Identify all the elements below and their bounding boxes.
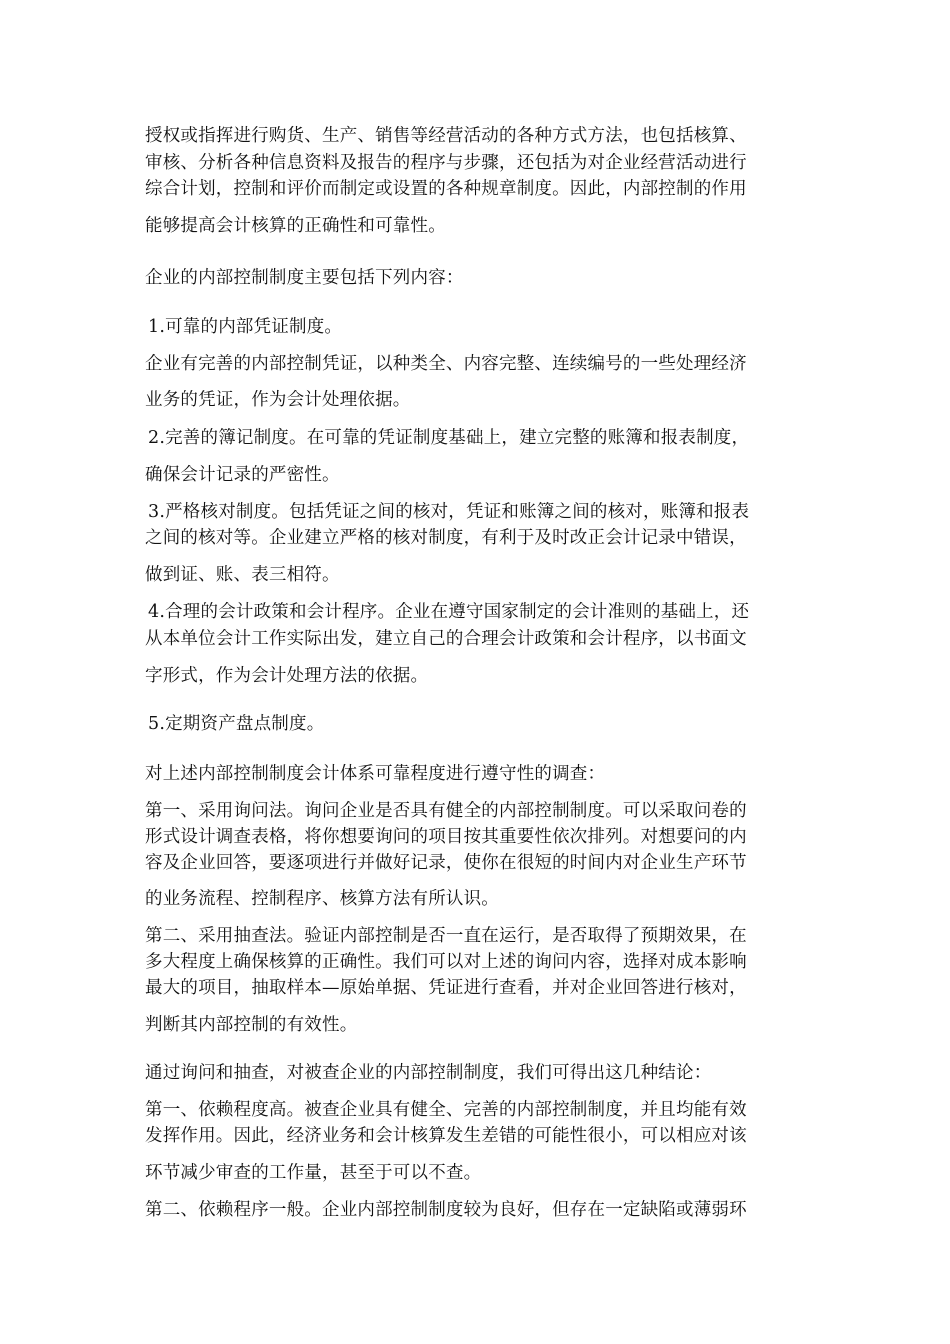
list-item: 1.可靠的内部凭证制度。 bbox=[148, 317, 343, 337]
text-line: 授权或指挥进行购货、生产、销售等经营活动的各种方式方法，也包括核算、 bbox=[145, 126, 747, 146]
text-line: 最大的项目，抽取样本—原始单据、凭证进行查看，并对企业回答进行核对， bbox=[145, 978, 747, 998]
text-line: 做到证、账、表三相符。 bbox=[145, 565, 340, 585]
list-item: 3.严格核对制度。包括凭证之间的核对，凭证和账簿之间的核对，账簿和报表 bbox=[148, 502, 750, 522]
text-line: 从本单位会计工作实际出发，建立自己的合理会计政策和会计程序，以书面文 bbox=[145, 629, 747, 649]
text-line: 多大程度上确保核算的正确性。我们可以对上述的询问内容，选择对成本影响 bbox=[145, 952, 747, 972]
list-item: 4.合理的会计政策和会计程序。企业在遵守国家制定的会计准则的基础上，还 bbox=[148, 602, 750, 622]
text-line: 企业有完善的内部控制凭证，以种类全、内容完整、连续编号的一些处理经济 bbox=[145, 354, 747, 374]
text-line: 判断其内部控制的有效性。 bbox=[145, 1015, 358, 1035]
text-line: 字形式，作为会计处理方法的依据。 bbox=[145, 666, 429, 686]
text-line: 第二、采用抽查法。验证内部控制是否一直在运行，是否取得了预期效果，在 bbox=[145, 926, 747, 946]
text-line: 环节减少审查的工作量，甚至于可以不查。 bbox=[145, 1163, 482, 1183]
text-line: 之间的核对等。企业建立严格的核对制度，有利于及时改正会计记录中错误， bbox=[145, 528, 747, 548]
text-line: 容及企业回答，要逐项进行并做好记录，使你在很短的时间内对企业生产环节 bbox=[145, 853, 747, 873]
text-line: 审核、分析各种信息资料及报告的程序与步骤，还包括为对企业经营活动进行 bbox=[145, 153, 747, 173]
text-line: 综合计划，控制和评价而制定或设置的各种规章制度。因此，内部控制的作用 bbox=[145, 179, 747, 199]
list-item: 5.定期资产盘点制度。 bbox=[148, 714, 325, 734]
text-line: 的业务流程、控制程序、核算方法有所认识。 bbox=[145, 889, 499, 909]
text-line: 业务的凭证，作为会计处理依据。 bbox=[145, 390, 411, 410]
text-line: 第二、依赖程序一般。企业内部控制制度较为良好，但存在一定缺陷或薄弱环 bbox=[145, 1200, 747, 1220]
text-line: 第一、采用询问法。询问企业是否具有健全的内部控制制度。可以采取问卷的 bbox=[145, 801, 747, 821]
text-line: 对上述内部控制制度会计体系可靠程度进行遵守性的调查： bbox=[145, 764, 606, 784]
text-line: 确保会计记录的严密性。 bbox=[145, 465, 340, 485]
list-item: 2.完善的簿记制度。在可靠的凭证制度基础上，建立完整的账簿和报表制度， bbox=[148, 428, 750, 448]
text-line: 通过询问和抽查，对被查企业的内部控制制度，我们可得出这几种结论： bbox=[145, 1063, 712, 1083]
text-line: 能够提高会计核算的正确性和可靠性。 bbox=[145, 216, 446, 236]
text-line: 发挥作用。因此，经济业务和会计核算发生差错的可能性很小，可以相应对该 bbox=[145, 1126, 747, 1146]
text-line: 第一、依赖程度高。被查企业具有健全、完善的内部控制制度，并且均能有效 bbox=[145, 1100, 747, 1120]
text-line: 企业的内部控制制度主要包括下列内容： bbox=[145, 268, 464, 288]
text-line: 形式设计调查表格，将你想要询问的项目按其重要性依次排列。对想要问的内 bbox=[145, 827, 747, 847]
